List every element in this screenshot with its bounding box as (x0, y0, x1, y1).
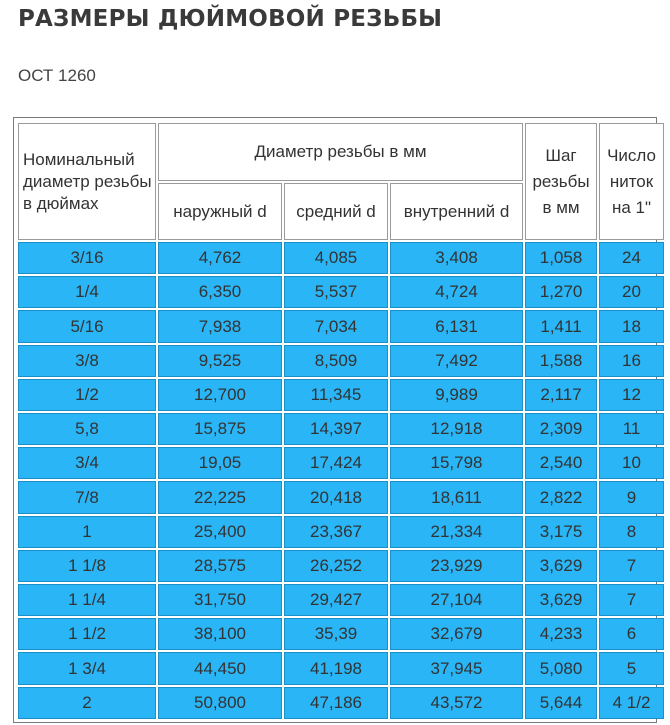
thread-size-table (16, 121, 666, 721)
cell-middle: 14,397 (284, 413, 388, 445)
cell-threads: 7 (599, 584, 664, 616)
cell-outer: 38,100 (158, 618, 282, 650)
cell-threads: 11 (599, 413, 664, 445)
table-row (18, 687, 664, 719)
cell-nominal: 1 1/2 (18, 618, 156, 650)
cell-nominal: 3/8 (18, 345, 156, 377)
table-row (18, 310, 664, 342)
table-body (18, 242, 664, 719)
cell-outer: 9,525 (158, 345, 282, 377)
header-nominal-diameter: Номинальный диаметр резьбы в дюймах (18, 123, 156, 240)
table-row (18, 618, 664, 650)
cell-nominal: 1/2 (18, 379, 156, 411)
cell-middle: 23,367 (284, 516, 388, 548)
cell-step: 3,175 (525, 516, 597, 548)
cell-threads: 20 (599, 276, 664, 308)
table-header (18, 123, 664, 240)
cell-outer: 31,750 (158, 584, 282, 616)
cell-nominal: 3/4 (18, 447, 156, 479)
cell-middle: 20,418 (284, 481, 388, 513)
cell-middle: 29,427 (284, 584, 388, 616)
cell-outer: 44,450 (158, 652, 282, 684)
cell-inner: 18,611 (390, 481, 523, 513)
header-outer-diameter: наружный d (158, 183, 282, 240)
cell-middle: 8,509 (284, 345, 388, 377)
cell-inner: 7,492 (390, 345, 523, 377)
cell-step: 5,644 (525, 687, 597, 719)
cell-step: 5,080 (525, 652, 597, 684)
cell-outer: 19,05 (158, 447, 282, 479)
cell-nominal: 1/4 (18, 276, 156, 308)
cell-middle: 4,085 (284, 242, 388, 274)
cell-threads: 16 (599, 345, 664, 377)
standard-label: ОСТ 1260 (18, 66, 96, 85)
cell-step: 2,117 (525, 379, 597, 411)
cell-threads: 4 1/2 (599, 687, 664, 719)
cell-middle: 47,186 (284, 687, 388, 719)
cell-nominal: 2 (18, 687, 156, 719)
cell-middle: 5,537 (284, 276, 388, 308)
cell-step: 1,411 (525, 310, 597, 342)
cell-step: 2,822 (525, 481, 597, 513)
header-middle-diameter: средний d (284, 183, 388, 240)
cell-nominal: 3/16 (18, 242, 156, 274)
cell-middle: 35,39 (284, 618, 388, 650)
cell-step: 1,270 (525, 276, 597, 308)
header-diameter-group: Диаметр резьбы в мм (158, 123, 523, 181)
cell-inner: 23,929 (390, 550, 523, 582)
cell-inner: 32,679 (390, 618, 523, 650)
cell-inner: 15,798 (390, 447, 523, 479)
cell-middle: 17,424 (284, 447, 388, 479)
cell-middle: 26,252 (284, 550, 388, 582)
cell-threads: 9 (599, 481, 664, 513)
table-row (18, 276, 664, 308)
cell-threads: 5 (599, 652, 664, 684)
cell-outer: 50,800 (158, 687, 282, 719)
cell-outer: 28,575 (158, 550, 282, 582)
cell-inner: 6,131 (390, 310, 523, 342)
cell-inner: 4,724 (390, 276, 523, 308)
cell-outer: 7,938 (158, 310, 282, 342)
cell-threads: 24 (599, 242, 664, 274)
cell-step: 2,540 (525, 447, 597, 479)
page-title: РАЗМЕРЫ ДЮЙМОВОЙ РЕЗЬБЫ (18, 6, 443, 32)
cell-step: 4,233 (525, 618, 597, 650)
header-inner-diameter: внутренний d (390, 183, 523, 240)
cell-step: 2,309 (525, 413, 597, 445)
cell-middle: 11,345 (284, 379, 388, 411)
cell-nominal: 1 3/4 (18, 652, 156, 684)
cell-nominal: 1 1/4 (18, 584, 156, 616)
cell-threads: 12 (599, 379, 664, 411)
cell-middle: 41,198 (284, 652, 388, 684)
cell-nominal: 5/16 (18, 310, 156, 342)
cell-threads: 18 (599, 310, 664, 342)
cell-step: 1,588 (525, 345, 597, 377)
cell-threads: 7 (599, 550, 664, 582)
cell-outer: 6,350 (158, 276, 282, 308)
table-row (18, 516, 664, 548)
cell-nominal: 7/8 (18, 481, 156, 513)
cell-outer: 15,875 (158, 413, 282, 445)
cell-inner: 27,104 (390, 584, 523, 616)
cell-step: 3,629 (525, 584, 597, 616)
cell-inner: 9,989 (390, 379, 523, 411)
cell-inner: 21,334 (390, 516, 523, 548)
cell-step: 3,629 (525, 550, 597, 582)
table-row (18, 550, 664, 582)
cell-step: 1,058 (525, 242, 597, 274)
cell-middle: 7,034 (284, 310, 388, 342)
table-row (18, 481, 664, 513)
cell-nominal: 1 1/8 (18, 550, 156, 582)
header-thread-step: Шаг резьбы в мм (525, 123, 597, 240)
cell-threads: 6 (599, 618, 664, 650)
cell-threads: 8 (599, 516, 664, 548)
cell-outer: 22,225 (158, 481, 282, 513)
table-row (18, 447, 664, 479)
cell-outer: 4,762 (158, 242, 282, 274)
table-row (18, 379, 664, 411)
cell-inner: 12,918 (390, 413, 523, 445)
table-row (18, 584, 664, 616)
table-row (18, 652, 664, 684)
cell-threads: 10 (599, 447, 664, 479)
table-row (18, 345, 664, 377)
cell-inner: 43,572 (390, 687, 523, 719)
cell-outer: 25,400 (158, 516, 282, 548)
table-row (18, 242, 664, 274)
header-threads-per-inch: Число ниток на 1" (599, 123, 664, 240)
cell-nominal: 1 (18, 516, 156, 548)
cell-inner: 3,408 (390, 242, 523, 274)
cell-outer: 12,700 (158, 379, 282, 411)
cell-nominal: 5,8 (18, 413, 156, 445)
table-row (18, 413, 664, 445)
cell-inner: 37,945 (390, 652, 523, 684)
